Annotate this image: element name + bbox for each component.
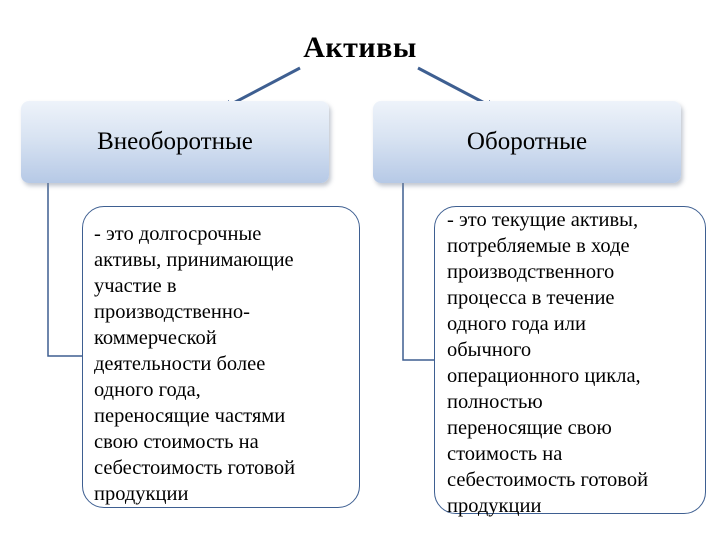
current-assets-description: - это текущие активы, потребляемые в ходе производственного процесса в течение одного года или обычного операционного цикла, полностью переносящие свою стоимость на себестоимость готовой продукции bbox=[447, 209, 649, 517]
non-current-assets-header bbox=[21, 101, 329, 183]
current-assets-description-box bbox=[434, 206, 706, 517]
connector-left bbox=[48, 183, 82, 356]
current-assets-header bbox=[373, 101, 681, 183]
non-current-assets-label: Внеоборотные bbox=[97, 128, 253, 155]
non-current-assets-description: - это долгосрочные активы, принимающие участие в производственно- коммерческой деятельности более одного года, переносящие частями свою стоимость на себестоимость готовой продукции bbox=[94, 223, 296, 505]
current-assets-label: Оборотные bbox=[466, 128, 588, 155]
diagram-title: Активы bbox=[303, 31, 417, 64]
connector-right bbox=[403, 183, 434, 360]
non-current-assets-description-box bbox=[82, 206, 360, 508]
